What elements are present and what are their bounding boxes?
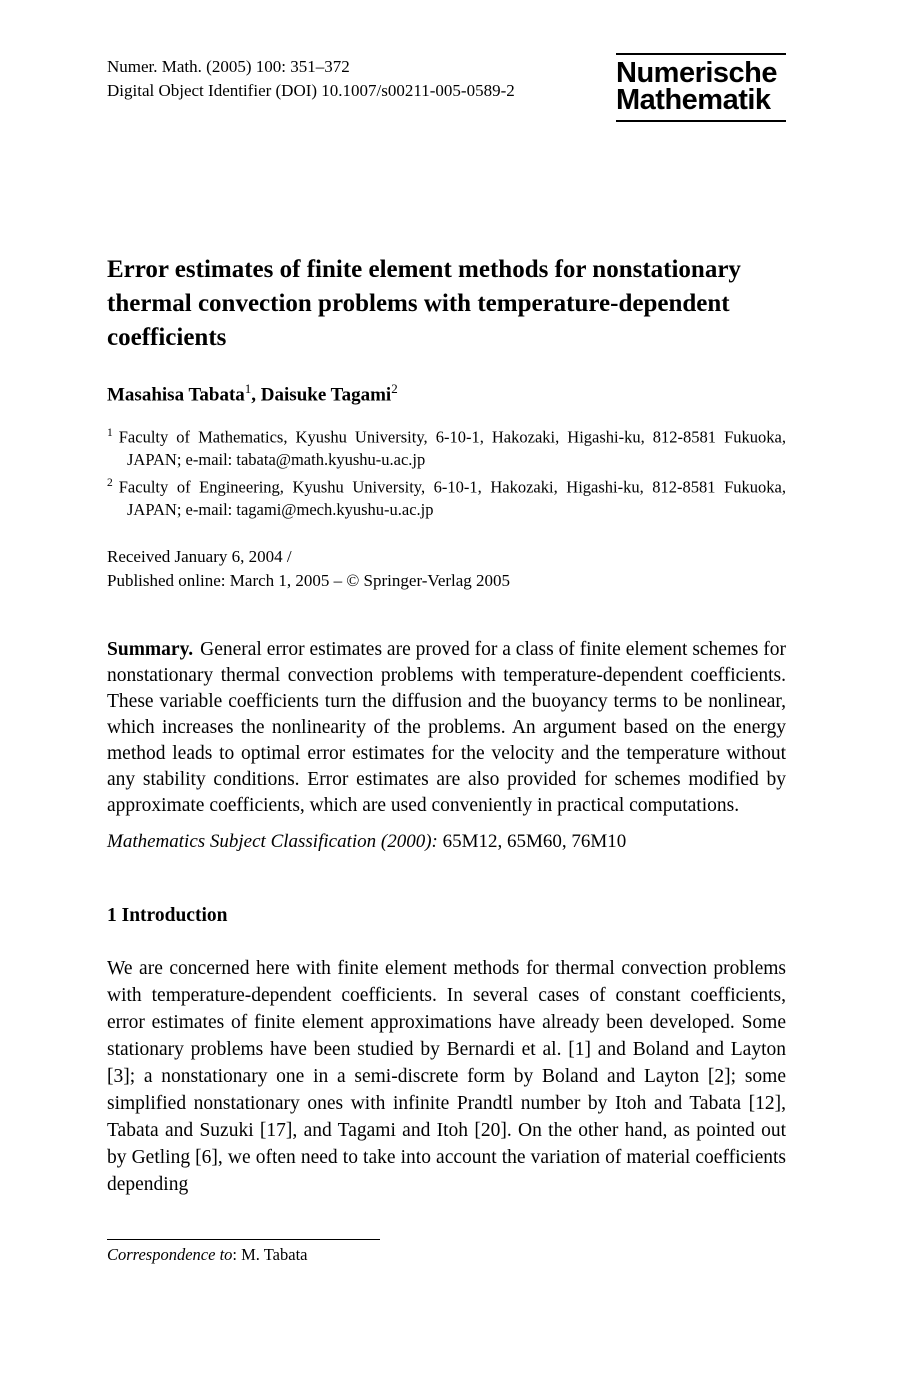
summary-label: Summary. [107, 639, 194, 661]
correspondence-label: Correspondence to [107, 1245, 233, 1264]
affiliation-1-marker: 1 [107, 427, 113, 440]
author-1: Masahisa Tabata [107, 384, 245, 406]
author-separator: , [251, 384, 261, 406]
affiliations-block [107, 422, 786, 521]
msc-label: Mathematics Subject Classification (2000): [107, 831, 438, 853]
affiliation-1 [107, 422, 786, 472]
authors-line [107, 381, 786, 406]
affiliation-1-text: Faculty of Mathematics, Kyushu University, 6-10-1, Hakozaki, Higashi-ku, 812-8581 Fukuoka, JAPAN; e-mail: tabata@math.kyushu-u.ac.jp [118, 427, 786, 470]
correspondence-footnote [107, 1239, 380, 1265]
journal-logo-line2: Mathematik [616, 84, 771, 116]
dates-block [107, 545, 786, 593]
affiliation-2-marker: 2 [107, 476, 113, 489]
msc-codes: 65M12, 65M60, 76M10 [437, 831, 627, 853]
affiliation-2-text: Faculty of Engineering, Kyushu University, 6-10-1, Hakozaki, Higashi-ku, 812-8581 Fukuoka, JAPAN; e-mail: tagami@mech.kyushu-u.ac.jp [118, 477, 786, 519]
summary-text: General error estimates are proved for a class of finite element schemes for nonstationary thermal convection problems with temperature-dependent coefficients. These variable coefficients turn the diffusion and the buoyancy terms to be nonlinear, which increases the nonlinearity of the problems. An argument based on the energy method leads to optimal error estimates for the velocity and the temperature without any stability conditions. Error estimates are also provided for schemes modified by approximate coefficients, which are used conveniently in practical computations. [107, 639, 786, 817]
author-2-affiliation-marker: 2 [391, 381, 398, 396]
author-2: Daisuke Tagami [260, 384, 392, 406]
summary-paragraph [107, 637, 786, 819]
msc-line [107, 831, 786, 853]
affiliation-2 [107, 472, 786, 522]
correspondence-value: : M. Tabata [232, 1245, 308, 1264]
paper-title: Error estimates of finite element methods for nonstationary thermal convection problems with temperature-dependent coefficients [107, 256, 741, 351]
received-date: Received January 6, 2004 / [107, 547, 292, 567]
author-1-affiliation-marker: 1 [244, 381, 252, 396]
journal-logo-line1: Numerische [616, 57, 778, 89]
doi-line: Digital Object Identifier (DOI) 10.1007/s00211-005-0589-2 [107, 81, 515, 100]
section-1-heading: 1 Introduction [107, 905, 228, 927]
introduction-paragraph: We are concerned here with finite element methods for thermal convection problems with temperature-dependent coefficients. In several cases of constant coefficients, error estimates of finite element approximations have already been developed. Some stationary problems have been studied by Bernardi et al. [1] and Boland and Layton [3]; a nonstationary one in a semi-discrete form by Boland and Layton [2]; some simplified nonstationary ones with infinite Prandtl number by Itoh and Tabata [12], Tabata and Suzuki [17], and Tagami and Itoh [20]. On the other hand, as pointed out by Getling [6], we often need to take into account the variation of material coefficients depending [107, 958, 786, 1196]
published-date: Published online: March 1, 2005 – © Springer-Verlag 2005 [107, 571, 511, 591]
journal-reference: Numer. Math. (2005) 100: 351–372 [107, 57, 350, 76]
journal-logo [616, 53, 786, 122]
